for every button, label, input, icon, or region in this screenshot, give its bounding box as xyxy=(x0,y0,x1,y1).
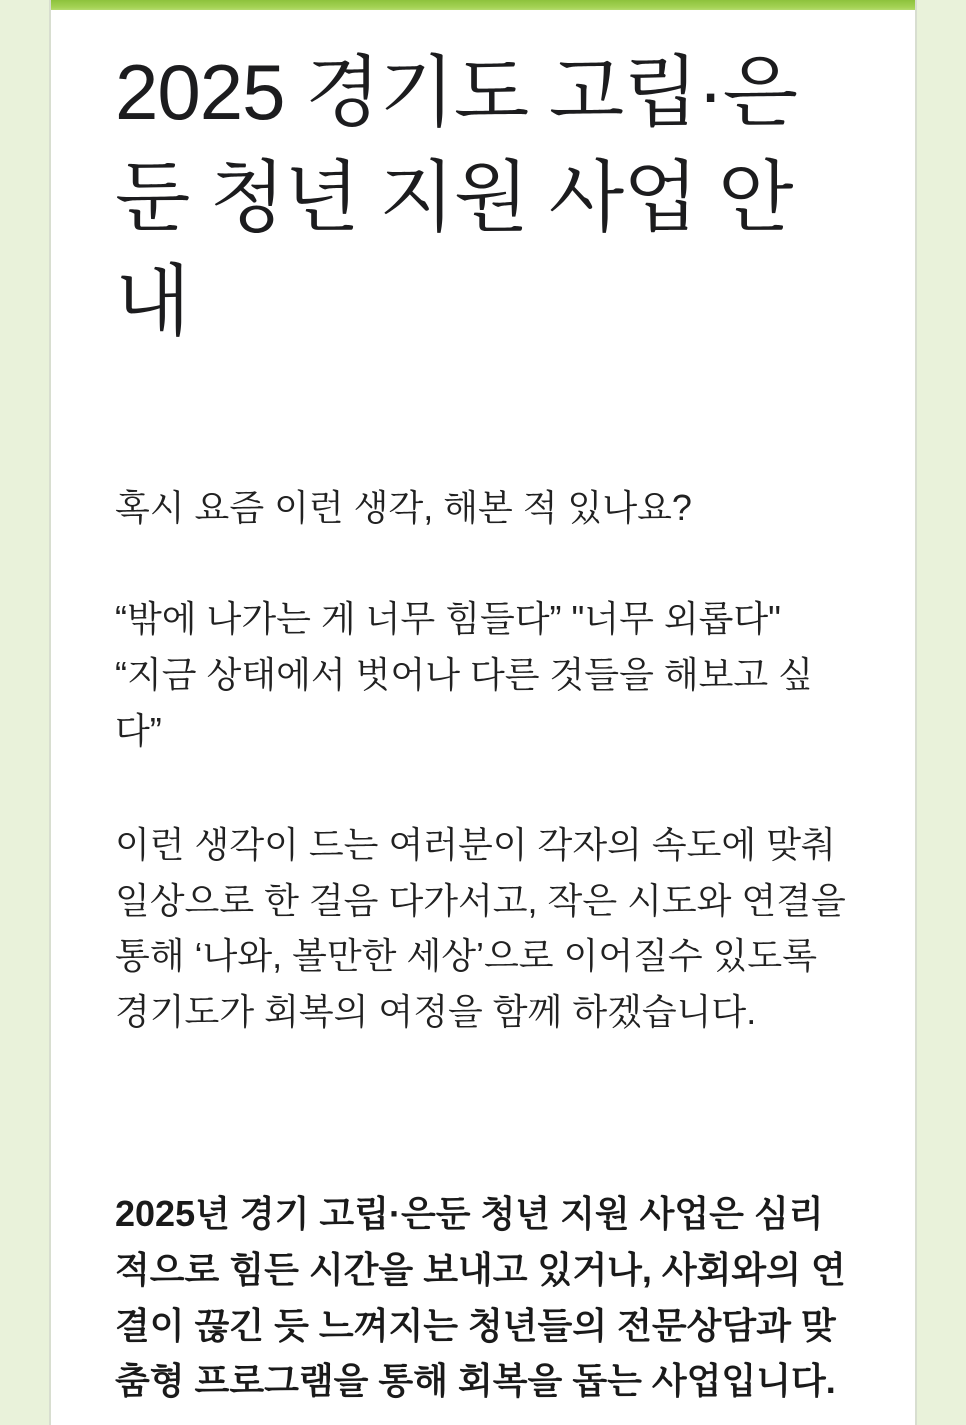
quote-line-1: “밖에 나가는 게 너무 힘들다” "너무 외롭다" xyxy=(115,598,781,640)
program-summary-paragraph: 2025년 경기 고립·은둔 청년 지원 사업은 심리적으로 힘든 시간을 보내고 있거나, 사회와의 연결이 끊긴 듯 느껴지는 청년들의 전문상담과 맞춤형 프로그램을 통해 회복을 돕는 사업입니다. xyxy=(115,1192,846,1402)
form-theme-bar xyxy=(51,0,915,10)
form-title: 2025 경기도 고립·은둔 청년 지원 사업 안내 xyxy=(115,48,797,346)
quotes-paragraph xyxy=(115,591,853,758)
quote-line-2: “지금 상태에서 벗어나 다른 것들을 해보고 싶다” xyxy=(115,654,813,751)
form-header-card xyxy=(49,0,917,1425)
intro-paragraph: 혹시 요즘 이런 생각, 해본 적 있나요? xyxy=(115,486,692,528)
message-paragraph: 이런 생각이 드는 여러분이 각자의 속도에 맞춰 일상으로 한 걸음 다가서고, 작은 시도와 연결을 통해 ‘나와, 볼만한 세상’으로 이어질수 있도록 경기도가 회복의 여정을 함께 하겠습니다. xyxy=(115,823,846,1033)
form-content xyxy=(51,10,915,1425)
